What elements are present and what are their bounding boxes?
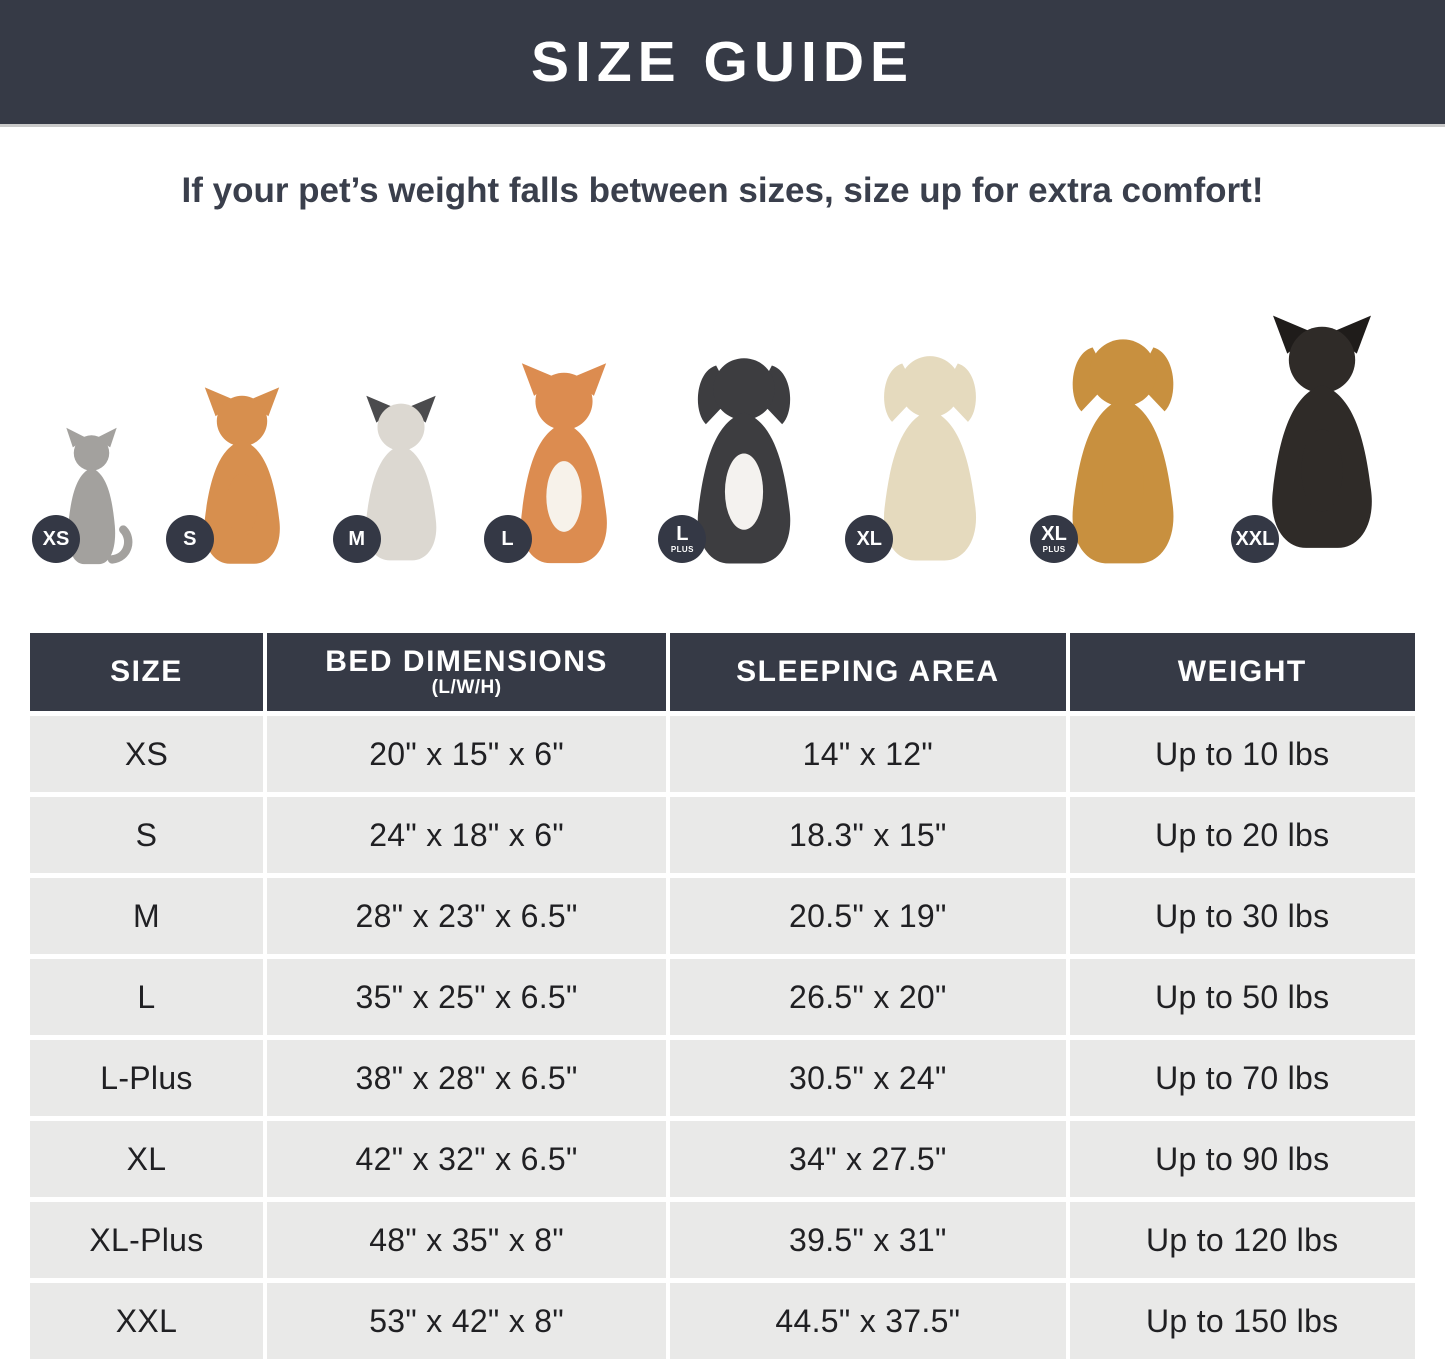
sleeping-area-cell: 30.5" x 24" [670,1040,1065,1116]
bed-dimensions-cell: 48" x 35" x 8" [267,1202,666,1278]
column-header-label: SIZE [110,655,183,689]
column-header-sleeping-area [670,633,1065,711]
weight-cell: Up to 90 lbs [1070,1121,1416,1197]
size-badge-s [166,515,214,563]
size-cell: M [30,878,263,954]
pet-cat-xs [44,425,139,579]
size-cell: XL-Plus [30,1202,263,1278]
size-cell: XS [30,716,263,792]
weight-cell: Up to 50 lbs [1070,959,1416,1035]
column-header-label: BED DIMENSIONS [325,644,608,678]
bed-dimensions-cell: 24" x 18" x 6" [267,797,666,873]
column-header-size [30,633,263,711]
sizing-advice-text: If your pet’s weight falls between sizes, size up for extra comfort! [181,171,1264,210]
page-title: SIZE GUIDE [530,30,915,94]
sleeping-area-cell: 26.5" x 20" [670,959,1065,1035]
size-badge-label: L [501,528,514,550]
bed-dimensions-cell: 42" x 32" x 6.5" [267,1121,666,1197]
size-badge-l [484,515,532,563]
size-table [30,633,1415,1359]
size-badge-xl [845,515,893,563]
size-badge-m [333,515,381,563]
size-badge-label: L [676,523,689,545]
weight-cell: Up to 150 lbs [1070,1283,1416,1359]
size-guide-banner [0,0,1445,127]
sleeping-area-cell: 20.5" x 19" [670,878,1065,954]
size-cell: S [30,797,263,873]
size-badge-label: S [183,528,197,550]
pet-labrador-xl [857,340,1003,579]
column-header-bed-dimensions [267,633,666,711]
sleeping-area-cell: 34" x 27.5" [670,1121,1065,1197]
pet-border-collie-l-plus [670,345,818,579]
weight-cell: Up to 30 lbs [1070,878,1416,954]
pet-shiba-inu-l [496,360,632,579]
size-badge-xs [32,515,80,563]
pet-golden-retriever-xl-plus [1042,325,1204,579]
size-badge-label: M [348,528,366,550]
size-badge-xxl [1231,515,1279,563]
bed-dimensions-cell: 28" x 23" x 6.5" [267,878,666,954]
size-cell: XXL [30,1283,263,1359]
size-badge-label: XL [856,528,882,550]
sleeping-area-cell: 39.5" x 31" [670,1202,1065,1278]
column-header-sublabel: (L/W/H) [431,677,502,699]
size-cell: L [30,959,263,1035]
sleeping-area-cell: 18.3" x 15" [670,797,1065,873]
sleeping-area-cell: 44.5" x 37.5" [670,1283,1065,1359]
column-header-label: WEIGHT [1177,655,1307,689]
weight-cell: Up to 10 lbs [1070,716,1416,792]
bed-dimensions-cell: 20" x 15" x 6" [267,716,666,792]
size-badge-sublabel: PLUS [670,545,694,554]
size-badge-label: XXL [1235,528,1275,550]
sleeping-area-cell: 14" x 12" [670,716,1065,792]
weight-cell: Up to 70 lbs [1070,1040,1416,1116]
weight-cell: Up to 120 lbs [1070,1202,1416,1278]
weight-cell: Up to 20 lbs [1070,797,1416,873]
size-badge-label: XS [42,528,70,550]
bed-dimensions-cell: 53" x 42" x 8" [267,1283,666,1359]
size-badge-label: XL [1041,523,1067,545]
column-header-weight [1070,633,1416,711]
pet-french-bulldog-m [345,390,457,579]
bed-dimensions-cell: 38" x 28" x 6.5" [267,1040,666,1116]
pet-doberman-xxl [1235,297,1401,579]
column-header-label: SLEEPING AREA [736,655,1000,689]
size-cell: XL [30,1121,263,1197]
size-badge-xl-plus [1030,515,1078,563]
pet-size-illustrations [0,243,1445,579]
bed-dimensions-cell: 35" x 25" x 6.5" [267,959,666,1035]
pet-pomeranian-s [178,385,306,579]
size-badge-sublabel: PLUS [1042,545,1066,554]
size-cell: L-Plus [30,1040,263,1116]
